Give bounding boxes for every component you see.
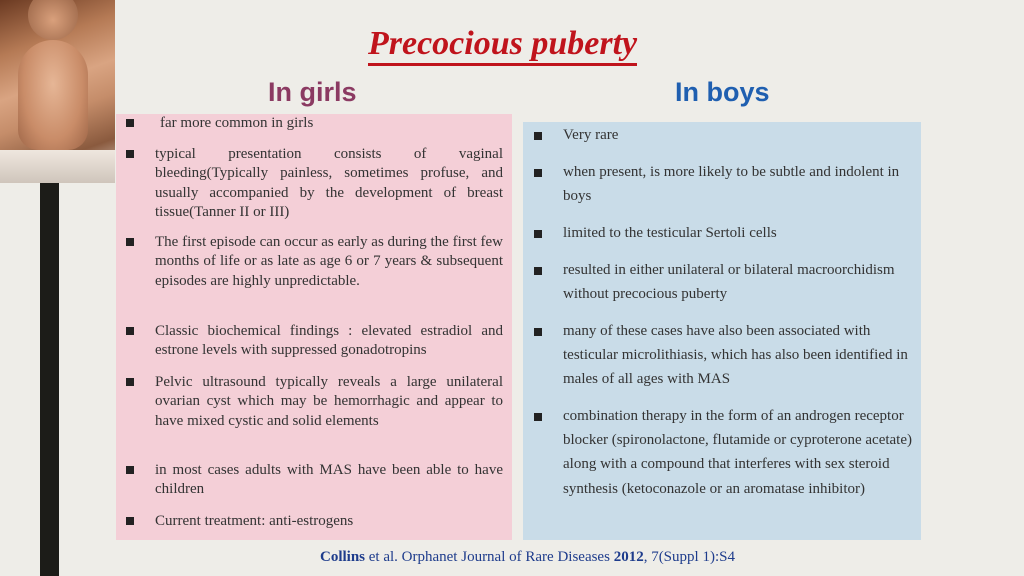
boys-item-1: Very rare: [563, 127, 619, 143]
boys-heading: In boys: [675, 77, 770, 107]
square-bullet-icon: [126, 378, 134, 386]
slide-title: Precocious puberty: [368, 26, 637, 66]
girls-item-7: Current treatment: anti-estrogens: [155, 513, 354, 529]
square-bullet-icon: [126, 119, 134, 127]
citation-volume: , 7(Suppl 1):S4: [643, 549, 735, 565]
citation: [320, 549, 735, 566]
square-bullet-icon: [534, 132, 542, 140]
boys-item-3: limited to the testicular Sertoli cells: [563, 225, 777, 241]
boys-item-5: many of these cases have also been associated with testicular microlithiasis, which has also been identified in males of all ages with MAS: [563, 323, 908, 388]
girls-item-3: The first episode can occur as early as during the first few months of life or as late as age 6 or 7 years & subsequent episodes are highly unpredictable.: [155, 234, 503, 289]
girls-heading: In girls: [268, 77, 357, 107]
square-bullet-icon: [534, 413, 542, 421]
square-bullet-icon: [126, 327, 134, 335]
square-bullet-icon: [534, 267, 542, 275]
square-bullet-icon: [534, 328, 542, 336]
girls-item-2: typical presentation consists of vaginal bleeding(Typically painless, sometimes profuse, and usually accompanied by the development of breast tissue(Tanner II or III): [155, 146, 503, 220]
photo-head: [28, 0, 78, 40]
citation-author: Collins: [320, 549, 366, 565]
photo-cloth: [0, 150, 115, 183]
girls-item-6: in most cases adults with MAS have been able to have children: [155, 462, 503, 498]
photo-torso: [18, 40, 88, 150]
girls-item-4: Classic biochemical findings : elevated estradiol and estrone levels with suppressed gonadotropins: [155, 323, 503, 359]
boys-item-4: resulted in either unilateral or bilateral macroorchidism without precocious puberty: [563, 262, 895, 303]
patient-photo: [0, 0, 115, 183]
decorative-vertical-bar: [40, 183, 59, 576]
boys-item-2: when present, is more likely to be subtle and indolent in boys: [563, 164, 900, 205]
square-bullet-icon: [126, 517, 134, 525]
citation-journal: et al. Orphanet Journal of Rare Diseases: [365, 549, 614, 565]
square-bullet-icon: [126, 466, 134, 474]
square-bullet-icon: [126, 238, 134, 246]
square-bullet-icon: [534, 169, 542, 177]
citation-year: 2012: [613, 549, 644, 565]
boys-item-6: combination therapy in the form of an androgen receptor blocker (spironolactone, flutamide or cyproterone acetate) along with a compound that interferes with sex steroid synthesis (ketoconazole or an aromatase inhibitor): [563, 408, 913, 497]
square-bullet-icon: [126, 150, 134, 158]
girls-item-5: Pelvic ultrasound typically reveals a large unilateral ovarian cyst which may be hemorrhagic and appear to have mixed cystic and solid elements: [155, 374, 503, 429]
girls-item-1: far more common in girls: [160, 115, 314, 131]
square-bullet-icon: [534, 230, 542, 238]
